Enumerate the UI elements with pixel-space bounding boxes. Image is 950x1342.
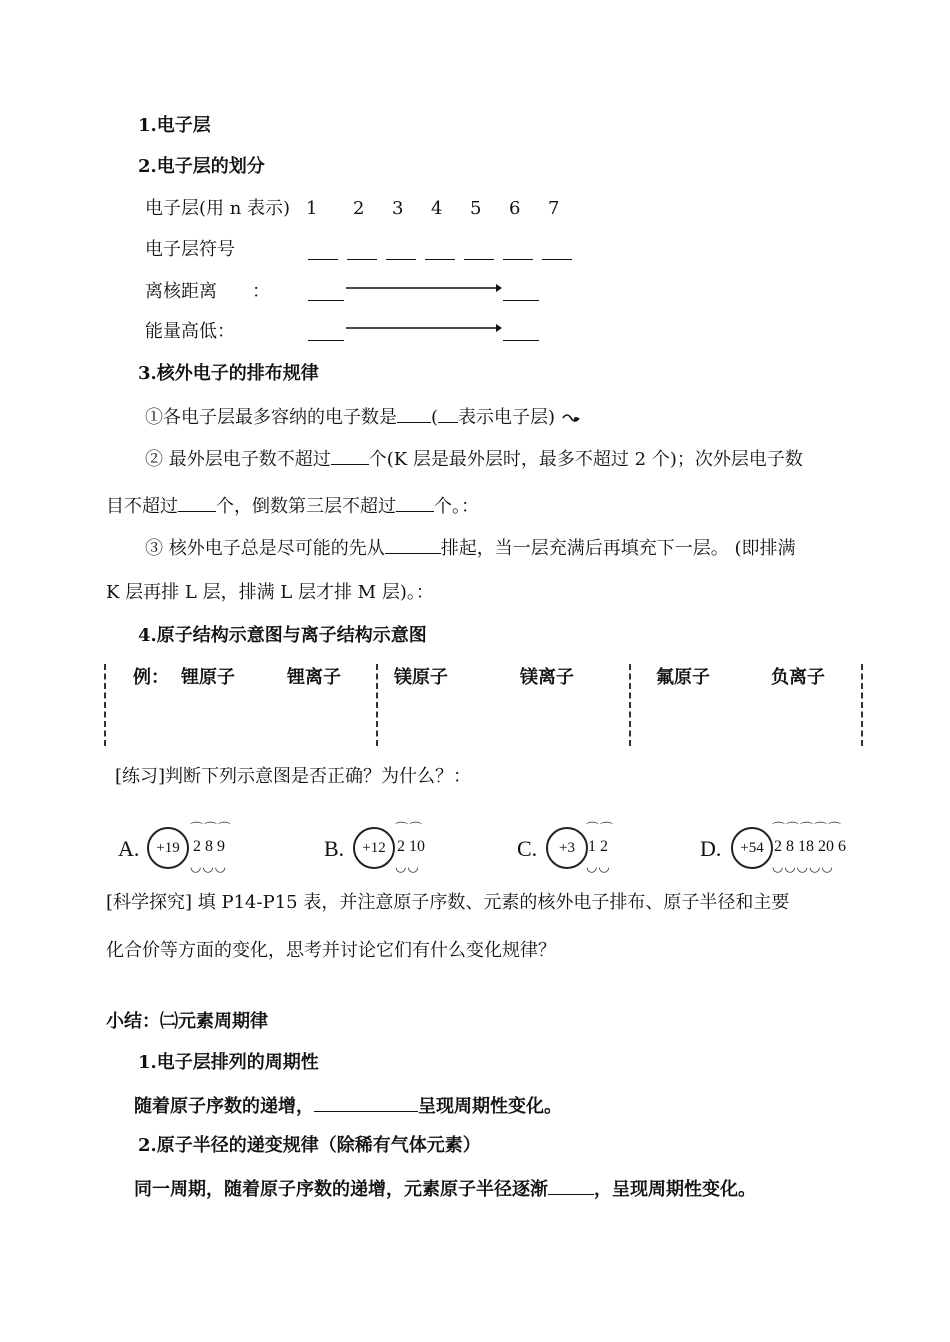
option-a-arcs-bottom: ◡◡◡ bbox=[190, 860, 228, 875]
shell-n-7: 7 bbox=[548, 198, 560, 219]
rule-3-text-b: 排起，当一层充满后再填充下一层。 (即排满 bbox=[440, 538, 796, 559]
shell-n-3: 3 bbox=[392, 198, 404, 219]
explore-line-1: [科学探究] 填 P14-P15 表，并注意原子序数、元素的核外电子排布、原子半径和主要 bbox=[106, 892, 790, 913]
distance-colon: ： bbox=[252, 281, 270, 302]
blank-rule-2-third[interactable] bbox=[396, 493, 434, 512]
shell-symbol-label: 电子层符号 bbox=[145, 239, 235, 260]
rule-2-text-a: ② 最外层电子数不超过 bbox=[145, 449, 331, 470]
blank-symbol-1[interactable] bbox=[308, 241, 338, 260]
option-c-shells: 1 2 bbox=[588, 838, 608, 855]
blank-distance-high[interactable] bbox=[503, 282, 539, 301]
option-c-arcs-bottom: ◡◡ bbox=[586, 860, 611, 875]
blank-rule-2-second[interactable] bbox=[178, 493, 216, 512]
rule-3-text-a: ③ 核外电子总是尽可能的先从 bbox=[145, 538, 385, 559]
blank-energy-high[interactable] bbox=[503, 322, 539, 341]
divider-right bbox=[861, 664, 863, 746]
option-c-label: C. bbox=[517, 836, 538, 861]
option-a-arcs-top: ⌒⌒⌒ bbox=[190, 822, 233, 837]
example-label: 例： bbox=[133, 667, 169, 688]
rule-1 bbox=[145, 404, 581, 430]
explore-line-2: 化合价等方面的变化，思考并讨论它们有什么变化规律？ bbox=[106, 940, 556, 961]
blank-symbol-4[interactable] bbox=[425, 241, 455, 260]
shell-n-6: 6 bbox=[509, 198, 521, 219]
rule-1-text-c: 表示电子层) bbox=[458, 407, 556, 428]
blank-summary-1[interactable] bbox=[314, 1093, 418, 1112]
summary-1-text bbox=[134, 1093, 562, 1119]
summary-1-title: 1.电子层排列的周期性 bbox=[138, 1052, 319, 1073]
option-b-nucleus: +12 bbox=[353, 827, 395, 869]
blank-distance-low[interactable] bbox=[308, 282, 344, 301]
section-3-title: 3.核外电子的排布规律 bbox=[138, 363, 319, 384]
option-d-arcs-bottom: ◡◡◡◡◡ bbox=[772, 860, 834, 875]
option-a-nucleus: +19 bbox=[147, 827, 189, 869]
summary-2-title: 2.原子半径的递变规律（除稀有气体元素） bbox=[138, 1135, 481, 1156]
blank-symbol-7[interactable] bbox=[542, 241, 572, 260]
divider-left bbox=[104, 664, 106, 746]
blank-energy-low[interactable] bbox=[308, 322, 344, 341]
blank-symbol-6[interactable] bbox=[503, 241, 533, 260]
blank-symbol-5[interactable] bbox=[464, 241, 494, 260]
energy-arrow bbox=[346, 321, 502, 335]
rule-3-line-2: K 层再排 L 层，排满 L 层才排 M 层)。： bbox=[106, 582, 434, 603]
blank-symbol-2[interactable] bbox=[347, 241, 377, 260]
blank-rule-3-start[interactable] bbox=[385, 535, 441, 554]
divider-mid-2 bbox=[629, 664, 631, 746]
energy-label: 能量高低： bbox=[145, 321, 235, 342]
summary-2-text bbox=[134, 1176, 756, 1202]
summary-2-text-a: 同一周期，随着原子序数的递增，元素原子半径逐渐 bbox=[134, 1179, 548, 1200]
blank-symbol-3[interactable] bbox=[386, 241, 416, 260]
rule-2-line-2 bbox=[106, 493, 479, 519]
section-4-title: 4.原子结构示意图与离子结构示意图 bbox=[138, 625, 427, 646]
shell-number-label: 电子层(用 n 表示) bbox=[145, 198, 291, 219]
shell-n-2: 2 bbox=[353, 198, 365, 219]
option-c-arcs-top: ⌒⌒ bbox=[586, 822, 615, 837]
shell-n-4: 4 bbox=[431, 198, 443, 219]
blank-rule-1-n[interactable] bbox=[438, 404, 458, 423]
option-b-arcs-top: ⌒⌒ bbox=[395, 822, 424, 837]
distance-label: 离核距离 bbox=[145, 281, 217, 302]
option-d-arcs-top: ⌒⌒⌒⌒⌒ bbox=[772, 822, 843, 837]
blank-rule-2-outer[interactable] bbox=[331, 446, 369, 465]
shell-n-1: 1 bbox=[306, 198, 318, 219]
example-li-atom: 锂原子 bbox=[181, 667, 235, 688]
shell-n-5: 5 bbox=[470, 198, 482, 219]
section-1-title: 1.电子层 bbox=[138, 115, 211, 136]
option-a-label: A. bbox=[118, 836, 140, 861]
blank-summary-2[interactable] bbox=[548, 1176, 594, 1195]
option-b-shells: 2 10 bbox=[397, 838, 425, 855]
option-d-label: D. bbox=[700, 836, 722, 861]
example-neg-ion: 负离子 bbox=[771, 667, 825, 688]
rule-2-line-1 bbox=[145, 446, 803, 472]
rule-3-line-1 bbox=[145, 535, 795, 561]
rule-1-text-a: ①各电子层最多容纳的电子数是 bbox=[145, 407, 397, 428]
option-d-nucleus: +54 bbox=[731, 827, 773, 869]
example-li-ion: 锂离子 bbox=[287, 667, 341, 688]
scribble-icon bbox=[561, 410, 581, 424]
summary-title: 小结：㈡元素周期律 bbox=[106, 1011, 268, 1032]
rule-2-text-b: 个(K 层是最外层时，最多不超过 2 个)；次外层电子数 bbox=[368, 449, 803, 470]
rule-2-text-c: 目不超过 bbox=[106, 496, 178, 517]
summary-2-text-b: ，呈现周期性变化。 bbox=[594, 1179, 756, 1200]
example-mg-ion: 镁离子 bbox=[520, 667, 574, 688]
summary-1-text-a: 随着原子序数的递增， bbox=[134, 1096, 314, 1117]
example-mg-atom: 镁原子 bbox=[394, 667, 448, 688]
rule-2-text-e: 个。： bbox=[434, 496, 479, 517]
section-2-title: 2.电子层的划分 bbox=[138, 156, 265, 177]
rule-2-text-d: 个，倒数第三层不超过 bbox=[216, 496, 396, 517]
distance-arrow bbox=[346, 281, 502, 295]
option-a-shells: 2 8 9 bbox=[193, 838, 225, 855]
option-b-label: B. bbox=[324, 836, 345, 861]
divider-mid-1 bbox=[376, 664, 378, 746]
option-b-arcs-bottom: ◡◡ bbox=[395, 860, 420, 875]
rule-1-text-b: ( bbox=[431, 407, 439, 428]
practice-prompt: [练习]判断下列示意图是否正确？为什么？： bbox=[115, 766, 472, 787]
option-c-nucleus: +3 bbox=[546, 827, 588, 869]
blank-rule-1-count[interactable] bbox=[397, 404, 431, 423]
summary-1-text-b: 呈现周期性变化。 bbox=[418, 1096, 562, 1117]
example-f-atom: 氟原子 bbox=[656, 667, 710, 688]
option-d-shells: 2 8 18 20 6 bbox=[774, 838, 846, 855]
